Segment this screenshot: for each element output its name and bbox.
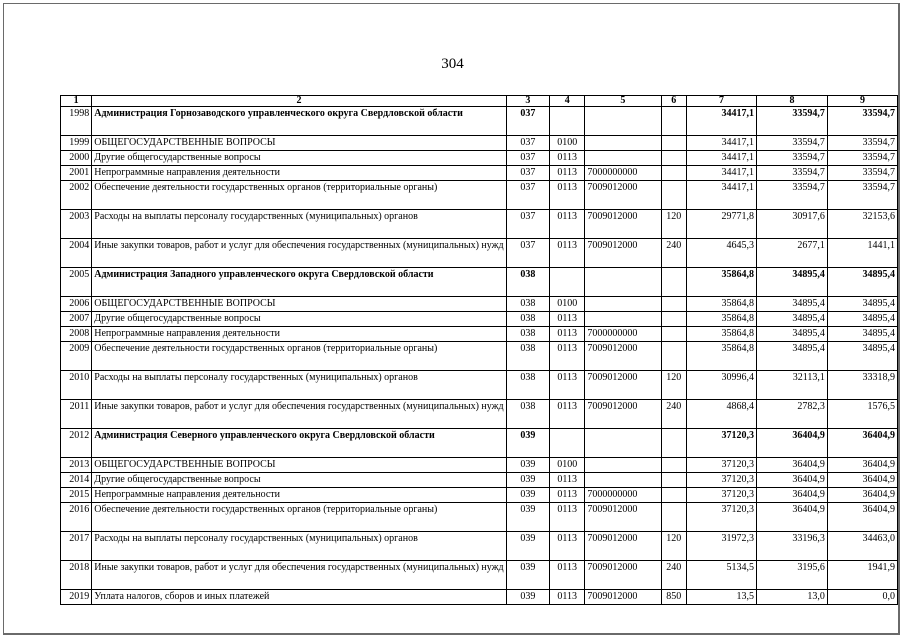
section-code	[550, 429, 585, 458]
section-code: 0113	[550, 342, 585, 371]
row-description: Непрограммные направления деятельности	[92, 327, 506, 342]
expense-type-code	[661, 136, 686, 151]
expense-type-code	[661, 327, 686, 342]
table-row	[61, 458, 898, 473]
amount-col-9: 33594,7	[827, 166, 897, 181]
expense-type-code	[661, 342, 686, 371]
ministry-code: 039	[506, 458, 550, 473]
ministry-code: 038	[506, 400, 550, 429]
amount-col-8: 34895,4	[757, 342, 828, 371]
amount-col-8: 33594,7	[757, 136, 828, 151]
amount-col-9: 0,0	[827, 590, 897, 605]
amount-col-8: 33594,7	[757, 166, 828, 181]
table-row	[61, 166, 898, 181]
row-number: 2002	[61, 181, 92, 210]
row-description: Уплата налогов, сборов и иных платежей	[92, 590, 506, 605]
row-description: Иные закупки товаров, работ и услуг для обеспечения государственных (муниципальных) нужд	[92, 561, 506, 590]
row-description: Расходы на выплаты персоналу государственных (муниципальных) органов	[92, 210, 506, 239]
amount-col-7: 4868,4	[687, 400, 757, 429]
table-row	[61, 371, 898, 400]
row-number: 2008	[61, 327, 92, 342]
section-code: 0113	[550, 166, 585, 181]
target-article-code	[585, 151, 661, 166]
target-article-code: 7000000000	[585, 166, 661, 181]
expense-type-code	[661, 312, 686, 327]
expense-type-code	[661, 151, 686, 166]
section-code: 0113	[550, 327, 585, 342]
amount-col-9: 34895,4	[827, 327, 897, 342]
section-code: 0100	[550, 458, 585, 473]
amount-col-9: 32153,6	[827, 210, 897, 239]
amount-col-7: 35864,8	[687, 312, 757, 327]
column-header: 2	[92, 96, 506, 107]
amount-col-9: 34895,4	[827, 268, 897, 297]
column-header: 3	[506, 96, 550, 107]
ministry-code: 039	[506, 473, 550, 488]
row-number: 2011	[61, 400, 92, 429]
row-description: Обеспечение деятельности государственных органов (территориальные органы)	[92, 503, 506, 532]
amount-col-8: 2782,3	[757, 400, 828, 429]
row-description: Непрограммные направления деятельности	[92, 488, 506, 503]
ministry-code: 038	[506, 327, 550, 342]
amount-col-8: 34895,4	[757, 312, 828, 327]
row-description: Администрация Горнозаводского управленческого округа Свердловской области	[92, 107, 506, 136]
row-number: 2015	[61, 488, 92, 503]
target-article-code	[585, 429, 661, 458]
table-row	[61, 151, 898, 166]
ministry-code: 037	[506, 239, 550, 268]
amount-col-7: 35864,8	[687, 327, 757, 342]
row-number: 2006	[61, 297, 92, 312]
target-article-code: 7009012000	[585, 532, 661, 561]
row-number: 2013	[61, 458, 92, 473]
target-article-code	[585, 107, 661, 136]
amount-col-9: 36404,9	[827, 429, 897, 458]
target-article-code: 7009012000	[585, 400, 661, 429]
row-number: 2016	[61, 503, 92, 532]
column-header: 8	[757, 96, 828, 107]
section-code: 0113	[550, 503, 585, 532]
amount-col-9: 1941,9	[827, 561, 897, 590]
amount-col-8: 32113,1	[757, 371, 828, 400]
table-row	[61, 107, 898, 136]
amount-col-7: 37120,3	[687, 429, 757, 458]
section-code: 0100	[550, 297, 585, 312]
row-description: Расходы на выплаты персоналу государственных (муниципальных) органов	[92, 371, 506, 400]
amount-col-9: 33318,9	[827, 371, 897, 400]
amount-col-8: 13,0	[757, 590, 828, 605]
expense-type-code: 240	[661, 400, 686, 429]
amount-col-7: 5134,5	[687, 561, 757, 590]
table-row	[61, 312, 898, 327]
row-number: 2017	[61, 532, 92, 561]
expense-type-code: 120	[661, 210, 686, 239]
ministry-code: 038	[506, 297, 550, 312]
ministry-code: 037	[506, 166, 550, 181]
table-row	[61, 210, 898, 239]
expense-type-code	[661, 473, 686, 488]
row-description: ОБЩЕГОСУДАРСТВЕННЫЕ ВОПРОСЫ	[92, 136, 506, 151]
expense-type-code	[661, 503, 686, 532]
amount-col-8: 36404,9	[757, 473, 828, 488]
amount-col-7: 4645,3	[687, 239, 757, 268]
section-code: 0113	[550, 561, 585, 590]
amount-col-8: 30917,6	[757, 210, 828, 239]
target-article-code	[585, 268, 661, 297]
table-row	[61, 590, 898, 605]
section-code: 0113	[550, 473, 585, 488]
row-description: Непрограммные направления деятельности	[92, 166, 506, 181]
column-header: 9	[827, 96, 897, 107]
budget-table	[60, 95, 898, 605]
amount-col-9: 36404,9	[827, 488, 897, 503]
ministry-code: 039	[506, 590, 550, 605]
section-code: 0113	[550, 371, 585, 400]
amount-col-9: 36404,9	[827, 503, 897, 532]
amount-col-7: 29771,8	[687, 210, 757, 239]
ministry-code: 037	[506, 151, 550, 166]
column-header: 1	[61, 96, 92, 107]
ministry-code: 039	[506, 561, 550, 590]
amount-col-7: 35864,8	[687, 297, 757, 312]
section-code: 0113	[550, 590, 585, 605]
target-article-code	[585, 136, 661, 151]
row-description: ОБЩЕГОСУДАРСТВЕННЫЕ ВОПРОСЫ	[92, 458, 506, 473]
row-number: 2014	[61, 473, 92, 488]
ministry-code: 039	[506, 429, 550, 458]
row-number: 2000	[61, 151, 92, 166]
row-description: Администрация Западного управленческого округа Свердловской области	[92, 268, 506, 297]
section-code: 0113	[550, 532, 585, 561]
amount-col-9: 1576,5	[827, 400, 897, 429]
target-article-code: 7009012000	[585, 210, 661, 239]
expense-type-code: 120	[661, 371, 686, 400]
table-row	[61, 473, 898, 488]
amount-col-7: 30996,4	[687, 371, 757, 400]
table-row	[61, 400, 898, 429]
expense-type-code	[661, 458, 686, 473]
ministry-code: 037	[506, 181, 550, 210]
expense-type-code	[661, 488, 686, 503]
expense-type-code	[661, 429, 686, 458]
table-row	[61, 297, 898, 312]
table-body	[61, 107, 898, 605]
table-row	[61, 561, 898, 590]
ministry-code: 039	[506, 503, 550, 532]
amount-col-7: 34417,1	[687, 151, 757, 166]
page-number: 304	[441, 56, 464, 72]
amount-col-9: 34463,0	[827, 532, 897, 561]
table-row	[61, 136, 898, 151]
row-description: Другие общегосударственные вопросы	[92, 151, 506, 166]
target-article-code: 7009012000	[585, 503, 661, 532]
table-row	[61, 268, 898, 297]
amount-col-8: 33594,7	[757, 107, 828, 136]
amount-col-9: 33594,7	[827, 181, 897, 210]
section-code	[550, 268, 585, 297]
amount-col-7: 34417,1	[687, 107, 757, 136]
target-article-code: 7009012000	[585, 371, 661, 400]
amount-col-8: 34895,4	[757, 327, 828, 342]
amount-col-7: 31972,3	[687, 532, 757, 561]
section-code: 0100	[550, 136, 585, 151]
amount-col-9: 34895,4	[827, 342, 897, 371]
target-article-code: 7009012000	[585, 590, 661, 605]
amount-col-7: 35864,8	[687, 342, 757, 371]
row-description: Иные закупки товаров, работ и услуг для обеспечения государственных (муниципальных) нужд	[92, 239, 506, 268]
row-number: 2012	[61, 429, 92, 458]
table-row	[61, 429, 898, 458]
section-code: 0113	[550, 488, 585, 503]
expense-type-code	[661, 268, 686, 297]
row-description: Администрация Северного управленческого округа Свердловской области	[92, 429, 506, 458]
target-article-code: 7000000000	[585, 488, 661, 503]
amount-col-8: 36404,9	[757, 488, 828, 503]
row-number: 2009	[61, 342, 92, 371]
expense-type-code	[661, 297, 686, 312]
column-header: 6	[661, 96, 686, 107]
amount-col-9: 36404,9	[827, 458, 897, 473]
expense-type-code: 120	[661, 532, 686, 561]
amount-col-7: 35864,8	[687, 268, 757, 297]
expense-type-code	[661, 181, 686, 210]
expense-type-code	[661, 166, 686, 181]
table-row	[61, 488, 898, 503]
table-row	[61, 503, 898, 532]
table-row	[61, 532, 898, 561]
section-code	[550, 107, 585, 136]
section-code: 0113	[550, 312, 585, 327]
row-number: 2003	[61, 210, 92, 239]
column-header: 5	[585, 96, 661, 107]
row-number: 2019	[61, 590, 92, 605]
row-description: ОБЩЕГОСУДАРСТВЕННЫЕ ВОПРОСЫ	[92, 297, 506, 312]
amount-col-8: 33594,7	[757, 181, 828, 210]
table-row	[61, 181, 898, 210]
amount-col-8: 2677,1	[757, 239, 828, 268]
amount-col-9: 33594,7	[827, 136, 897, 151]
target-article-code: 7009012000	[585, 342, 661, 371]
row-description: Другие общегосударственные вопросы	[92, 312, 506, 327]
amount-col-9: 36404,9	[827, 473, 897, 488]
amount-col-7: 37120,3	[687, 458, 757, 473]
target-article-code	[585, 297, 661, 312]
amount-col-8: 33594,7	[757, 151, 828, 166]
target-article-code: 7000000000	[585, 327, 661, 342]
amount-col-9: 33594,7	[827, 107, 897, 136]
table-row	[61, 342, 898, 371]
ministry-code: 037	[506, 107, 550, 136]
row-description: Обеспечение деятельности государственных органов (территориальные органы)	[92, 342, 506, 371]
target-article-code: 7009012000	[585, 181, 661, 210]
expense-type-code	[661, 107, 686, 136]
section-code: 0113	[550, 239, 585, 268]
row-number: 2018	[61, 561, 92, 590]
ministry-code: 038	[506, 268, 550, 297]
amount-col-7: 37120,3	[687, 488, 757, 503]
ministry-code: 038	[506, 312, 550, 327]
row-number: 2004	[61, 239, 92, 268]
target-article-code	[585, 473, 661, 488]
amount-col-7: 34417,1	[687, 166, 757, 181]
target-article-code	[585, 458, 661, 473]
amount-col-7: 34417,1	[687, 181, 757, 210]
ministry-code: 039	[506, 532, 550, 561]
target-article-code: 7009012000	[585, 561, 661, 590]
row-number: 2005	[61, 268, 92, 297]
amount-col-8: 36404,9	[757, 429, 828, 458]
target-article-code: 7009012000	[585, 239, 661, 268]
ministry-code: 038	[506, 371, 550, 400]
row-number: 2010	[61, 371, 92, 400]
ministry-code: 037	[506, 136, 550, 151]
table-row	[61, 239, 898, 268]
amount-col-9: 1441,1	[827, 239, 897, 268]
table-header-row	[61, 96, 898, 107]
table-row	[61, 327, 898, 342]
section-code: 0113	[550, 151, 585, 166]
amount-col-7: 34417,1	[687, 136, 757, 151]
amount-col-9: 33594,7	[827, 151, 897, 166]
row-number: 2001	[61, 166, 92, 181]
ministry-code: 037	[506, 210, 550, 239]
section-code: 0113	[550, 181, 585, 210]
column-header: 4	[550, 96, 585, 107]
document-page	[3, 3, 900, 635]
amount-col-8: 34895,4	[757, 297, 828, 312]
amount-col-8: 36404,9	[757, 503, 828, 532]
row-number: 2007	[61, 312, 92, 327]
column-header: 7	[687, 96, 757, 107]
amount-col-7: 37120,3	[687, 503, 757, 532]
row-description: Расходы на выплаты персоналу государственных (муниципальных) органов	[92, 532, 506, 561]
amount-col-8: 34895,4	[757, 268, 828, 297]
amount-col-7: 37120,3	[687, 473, 757, 488]
row-description: Обеспечение деятельности государственных органов (территориальные органы)	[92, 181, 506, 210]
amount-col-8: 33196,3	[757, 532, 828, 561]
row-description: Иные закупки товаров, работ и услуг для обеспечения государственных (муниципальных) нужд	[92, 400, 506, 429]
amount-col-7: 13,5	[687, 590, 757, 605]
section-code: 0113	[550, 210, 585, 239]
row-description: Другие общегосударственные вопросы	[92, 473, 506, 488]
amount-col-9: 34895,4	[827, 297, 897, 312]
expense-type-code: 240	[661, 239, 686, 268]
amount-col-9: 34895,4	[827, 312, 897, 327]
section-code: 0113	[550, 400, 585, 429]
expense-type-code: 850	[661, 590, 686, 605]
row-number: 1999	[61, 136, 92, 151]
row-number: 1998	[61, 107, 92, 136]
expense-type-code: 240	[661, 561, 686, 590]
amount-col-8: 3195,6	[757, 561, 828, 590]
ministry-code: 039	[506, 488, 550, 503]
ministry-code: 038	[506, 342, 550, 371]
amount-col-8: 36404,9	[757, 458, 828, 473]
target-article-code	[585, 312, 661, 327]
